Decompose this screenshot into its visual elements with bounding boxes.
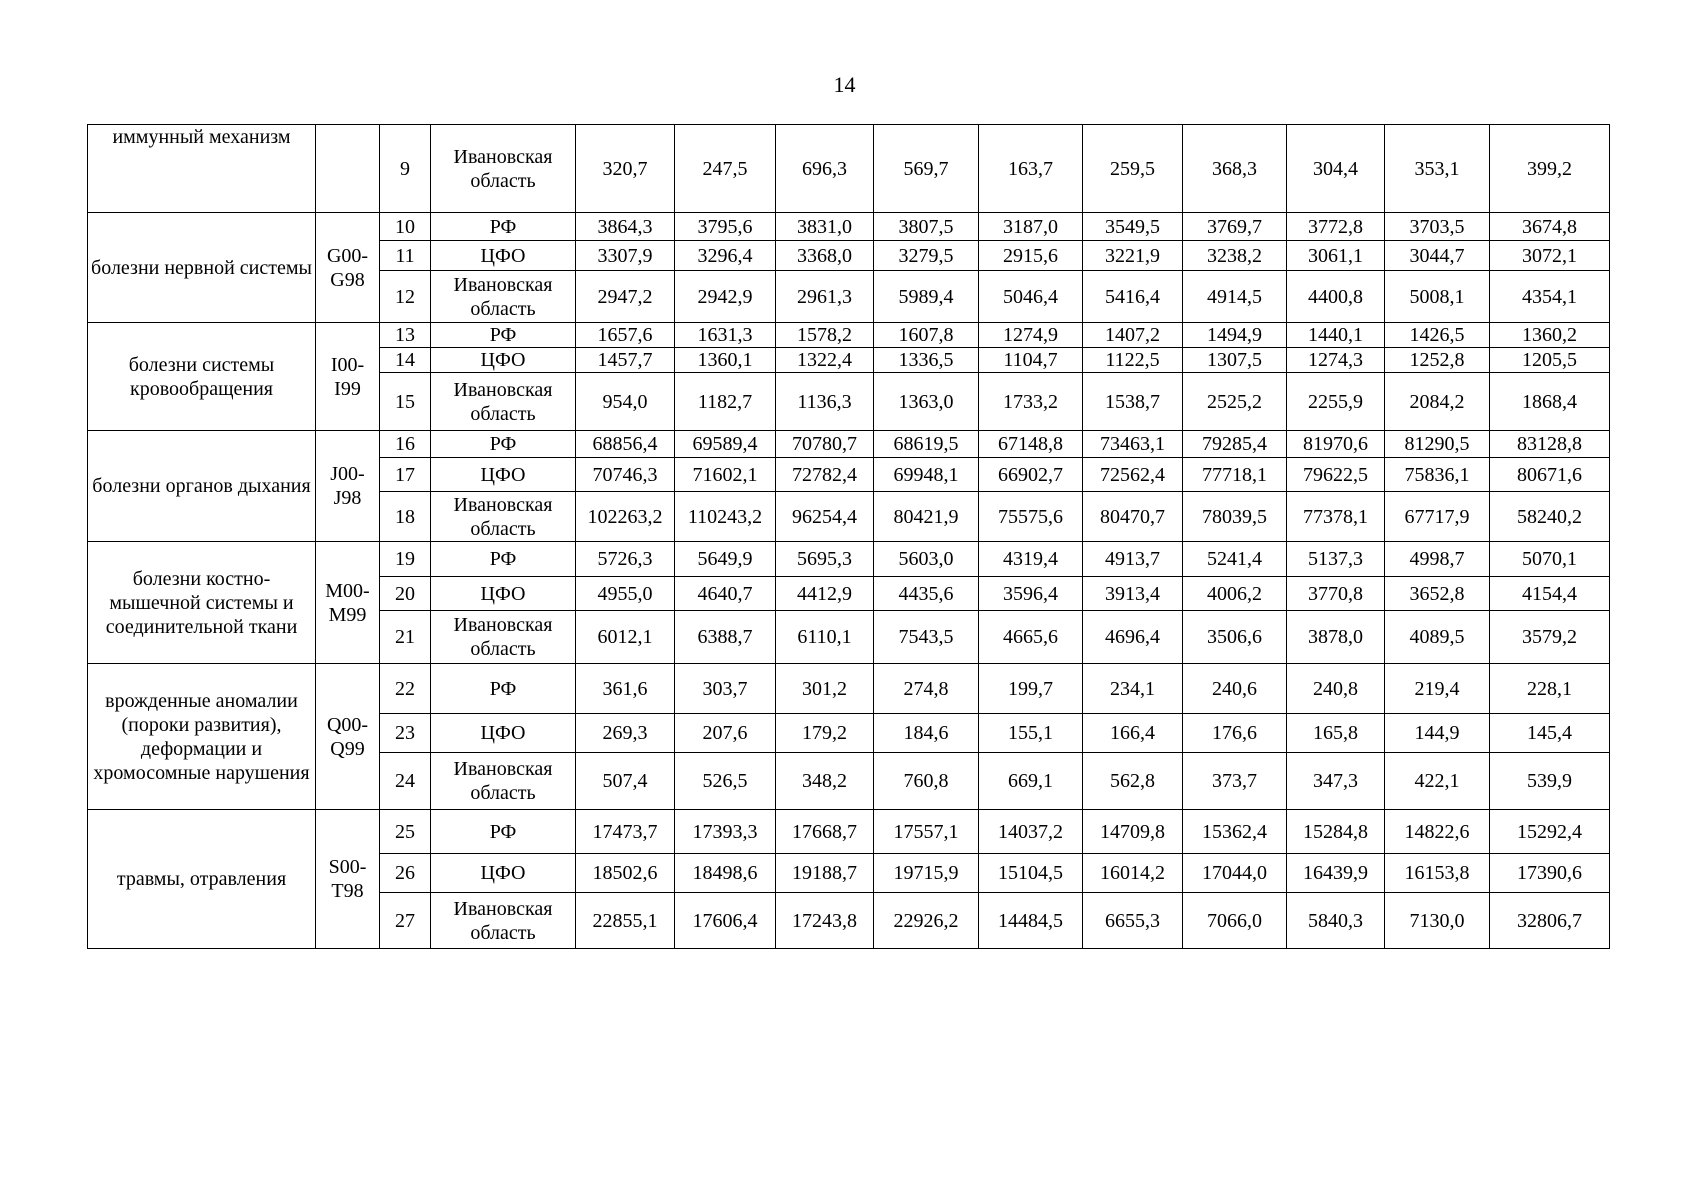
value-cell: 17390,6 xyxy=(1490,854,1610,893)
region-cell: Ивановская область xyxy=(431,125,576,213)
value-cell: 240,8 xyxy=(1287,664,1385,714)
value-cell: 7130,0 xyxy=(1385,893,1490,949)
value-cell: 67148,8 xyxy=(979,431,1083,458)
value-cell: 1182,7 xyxy=(675,373,776,431)
value-cell: 361,6 xyxy=(576,664,675,714)
table-row xyxy=(88,431,1610,458)
value-cell: 16153,8 xyxy=(1385,854,1490,893)
icd-code-cell: Q00-Q99 xyxy=(316,664,380,810)
value-cell: 80421,9 xyxy=(874,492,979,542)
value-cell: 1578,2 xyxy=(776,323,874,348)
value-cell: 303,7 xyxy=(675,664,776,714)
value-cell: 1494,9 xyxy=(1183,323,1287,348)
value-cell: 1252,8 xyxy=(1385,348,1490,373)
value-cell: 15292,4 xyxy=(1490,810,1610,854)
value-cell: 3770,8 xyxy=(1287,577,1385,611)
icd-code-cell: I00-I99 xyxy=(316,323,380,431)
value-cell: 14484,5 xyxy=(979,893,1083,949)
value-cell: 526,5 xyxy=(675,753,776,810)
value-cell: 3279,5 xyxy=(874,241,979,271)
value-cell: 1631,3 xyxy=(675,323,776,348)
value-cell: 18498,6 xyxy=(675,854,776,893)
value-cell: 68619,5 xyxy=(874,431,979,458)
table-row xyxy=(88,664,1610,714)
value-cell: 22855,1 xyxy=(576,893,675,949)
value-cell: 3596,4 xyxy=(979,577,1083,611)
region-cell: ЦФО xyxy=(431,577,576,611)
value-cell: 4640,7 xyxy=(675,577,776,611)
value-cell: 1274,3 xyxy=(1287,348,1385,373)
value-cell: 1322,4 xyxy=(776,348,874,373)
value-cell: 17668,7 xyxy=(776,810,874,854)
value-cell: 219,4 xyxy=(1385,664,1490,714)
page-number-text: 14 xyxy=(833,72,856,97)
value-cell: 3549,5 xyxy=(1083,213,1183,241)
region-cell: Ивановская область xyxy=(431,271,576,323)
value-cell: 5046,4 xyxy=(979,271,1083,323)
value-cell: 6110,1 xyxy=(776,611,874,664)
value-cell: 399,2 xyxy=(1490,125,1610,213)
value-cell: 259,5 xyxy=(1083,125,1183,213)
value-cell: 81970,6 xyxy=(1287,431,1385,458)
value-cell: 247,5 xyxy=(675,125,776,213)
value-cell: 1733,2 xyxy=(979,373,1083,431)
value-cell: 15284,8 xyxy=(1287,810,1385,854)
value-cell: 1657,6 xyxy=(576,323,675,348)
value-cell: 368,3 xyxy=(1183,125,1287,213)
value-cell: 79622,5 xyxy=(1287,458,1385,492)
value-cell: 1607,8 xyxy=(874,323,979,348)
value-cell: 70780,7 xyxy=(776,431,874,458)
region-cell: Ивановская область xyxy=(431,753,576,810)
icd-code-cell: J00-J98 xyxy=(316,431,380,542)
value-cell: 102263,2 xyxy=(576,492,675,542)
value-cell: 3296,4 xyxy=(675,241,776,271)
row-number-cell: 24 xyxy=(380,753,431,810)
region-cell: Ивановская область xyxy=(431,492,576,542)
row-number-cell: 14 xyxy=(380,348,431,373)
value-cell: 19188,7 xyxy=(776,854,874,893)
value-cell: 22926,2 xyxy=(874,893,979,949)
disease-name-cell: болезни костно-мышечной системы и соединительной ткани xyxy=(88,542,316,664)
value-cell: 7066,0 xyxy=(1183,893,1287,949)
value-cell: 16014,2 xyxy=(1083,854,1183,893)
value-cell: 155,1 xyxy=(979,714,1083,753)
value-cell: 373,7 xyxy=(1183,753,1287,810)
value-cell: 3221,9 xyxy=(1083,241,1183,271)
value-cell: 4998,7 xyxy=(1385,542,1490,577)
value-cell: 1205,5 xyxy=(1490,348,1610,373)
value-cell: 3307,9 xyxy=(576,241,675,271)
value-cell: 166,4 xyxy=(1083,714,1183,753)
table-row xyxy=(88,542,1610,577)
value-cell: 3913,4 xyxy=(1083,577,1183,611)
value-cell: 2942,9 xyxy=(675,271,776,323)
region-cell: Ивановская область xyxy=(431,373,576,431)
value-cell: 2525,2 xyxy=(1183,373,1287,431)
value-cell: 4089,5 xyxy=(1385,611,1490,664)
region-cell: РФ xyxy=(431,542,576,577)
value-cell: 6012,1 xyxy=(576,611,675,664)
value-cell: 1407,2 xyxy=(1083,323,1183,348)
value-cell: 96254,4 xyxy=(776,492,874,542)
table-row xyxy=(88,323,1610,348)
value-cell: 422,1 xyxy=(1385,753,1490,810)
value-cell: 81290,5 xyxy=(1385,431,1490,458)
value-cell: 5603,0 xyxy=(874,542,979,577)
value-cell: 5695,3 xyxy=(776,542,874,577)
value-cell: 72782,4 xyxy=(776,458,874,492)
value-cell: 1360,2 xyxy=(1490,323,1610,348)
value-cell: 2915,6 xyxy=(979,241,1083,271)
value-cell: 5649,9 xyxy=(675,542,776,577)
icd-code-cell: S00-T98 xyxy=(316,810,380,949)
value-cell: 75836,1 xyxy=(1385,458,1490,492)
value-cell: 760,8 xyxy=(874,753,979,810)
value-cell: 3579,2 xyxy=(1490,611,1610,664)
value-cell: 14709,8 xyxy=(1083,810,1183,854)
value-cell: 3769,7 xyxy=(1183,213,1287,241)
disease-name-cell: врожденные аномалии (пороки развития), деформации и хромосомные нарушения xyxy=(88,664,316,810)
value-cell: 73463,1 xyxy=(1083,431,1183,458)
value-cell: 69948,1 xyxy=(874,458,979,492)
value-cell: 1136,3 xyxy=(776,373,874,431)
value-cell: 80671,6 xyxy=(1490,458,1610,492)
value-cell: 669,1 xyxy=(979,753,1083,810)
value-cell: 3187,0 xyxy=(979,213,1083,241)
region-cell: РФ xyxy=(431,323,576,348)
value-cell: 5008,1 xyxy=(1385,271,1490,323)
value-cell: 110243,2 xyxy=(675,492,776,542)
value-cell: 4665,6 xyxy=(979,611,1083,664)
value-cell: 2947,2 xyxy=(576,271,675,323)
value-cell: 347,3 xyxy=(1287,753,1385,810)
row-number-cell: 26 xyxy=(380,854,431,893)
row-number-cell: 18 xyxy=(380,492,431,542)
value-cell: 1363,0 xyxy=(874,373,979,431)
region-cell: РФ xyxy=(431,213,576,241)
value-cell: 6388,7 xyxy=(675,611,776,664)
value-cell: 4006,2 xyxy=(1183,577,1287,611)
icd-code-cell xyxy=(316,125,380,213)
value-cell: 199,7 xyxy=(979,664,1083,714)
value-cell: 77378,1 xyxy=(1287,492,1385,542)
row-number-cell: 15 xyxy=(380,373,431,431)
morbidity-table xyxy=(87,124,1610,949)
value-cell: 32806,7 xyxy=(1490,893,1610,949)
value-cell: 1307,5 xyxy=(1183,348,1287,373)
region-cell: Ивановская область xyxy=(431,611,576,664)
value-cell: 17473,7 xyxy=(576,810,675,854)
value-cell: 3831,0 xyxy=(776,213,874,241)
value-cell: 4154,4 xyxy=(1490,577,1610,611)
value-cell: 240,6 xyxy=(1183,664,1287,714)
value-cell: 15362,4 xyxy=(1183,810,1287,854)
value-cell: 1104,7 xyxy=(979,348,1083,373)
value-cell: 68856,4 xyxy=(576,431,675,458)
value-cell: 4319,4 xyxy=(979,542,1083,577)
region-cell: РФ xyxy=(431,810,576,854)
value-cell: 17393,3 xyxy=(675,810,776,854)
page-number xyxy=(0,72,1697,98)
value-cell: 80470,7 xyxy=(1083,492,1183,542)
row-number-cell: 20 xyxy=(380,577,431,611)
value-cell: 75575,6 xyxy=(979,492,1083,542)
value-cell: 304,4 xyxy=(1287,125,1385,213)
value-cell: 3506,6 xyxy=(1183,611,1287,664)
disease-name-cell: иммунный механизм xyxy=(88,125,316,213)
value-cell: 4354,1 xyxy=(1490,271,1610,323)
value-cell: 14822,6 xyxy=(1385,810,1490,854)
value-cell: 507,4 xyxy=(576,753,675,810)
value-cell: 234,1 xyxy=(1083,664,1183,714)
value-cell: 14037,2 xyxy=(979,810,1083,854)
value-cell: 3674,8 xyxy=(1490,213,1610,241)
value-cell: 17044,0 xyxy=(1183,854,1287,893)
value-cell: 348,2 xyxy=(776,753,874,810)
row-number-cell: 17 xyxy=(380,458,431,492)
value-cell: 145,4 xyxy=(1490,714,1610,753)
value-cell: 4914,5 xyxy=(1183,271,1287,323)
region-cell: РФ xyxy=(431,431,576,458)
value-cell: 320,7 xyxy=(576,125,675,213)
value-cell: 69589,4 xyxy=(675,431,776,458)
region-cell: ЦФО xyxy=(431,241,576,271)
value-cell: 301,2 xyxy=(776,664,874,714)
value-cell: 17557,1 xyxy=(874,810,979,854)
icd-code-cell: M00-M99 xyxy=(316,542,380,664)
value-cell: 3044,7 xyxy=(1385,241,1490,271)
value-cell: 3807,5 xyxy=(874,213,979,241)
value-cell: 78039,5 xyxy=(1183,492,1287,542)
value-cell: 228,1 xyxy=(1490,664,1610,714)
value-cell: 1360,1 xyxy=(675,348,776,373)
value-cell: 4400,8 xyxy=(1287,271,1385,323)
disease-name-cell: болезни системы кровообращения xyxy=(88,323,316,431)
value-cell: 2084,2 xyxy=(1385,373,1490,431)
row-number-cell: 22 xyxy=(380,664,431,714)
value-cell: 954,0 xyxy=(576,373,675,431)
value-cell: 1457,7 xyxy=(576,348,675,373)
value-cell: 67717,9 xyxy=(1385,492,1490,542)
value-cell: 4412,9 xyxy=(776,577,874,611)
region-cell: ЦФО xyxy=(431,714,576,753)
value-cell: 539,9 xyxy=(1490,753,1610,810)
row-number-cell: 27 xyxy=(380,893,431,949)
value-cell: 5416,4 xyxy=(1083,271,1183,323)
value-cell: 1336,5 xyxy=(874,348,979,373)
value-cell: 3878,0 xyxy=(1287,611,1385,664)
value-cell: 5989,4 xyxy=(874,271,979,323)
row-number-cell: 11 xyxy=(380,241,431,271)
value-cell: 18502,6 xyxy=(576,854,675,893)
value-cell: 163,7 xyxy=(979,125,1083,213)
region-cell: ЦФО xyxy=(431,348,576,373)
value-cell: 696,3 xyxy=(776,125,874,213)
region-cell: ЦФО xyxy=(431,854,576,893)
value-cell: 1868,4 xyxy=(1490,373,1610,431)
row-number-cell: 19 xyxy=(380,542,431,577)
row-number-cell: 25 xyxy=(380,810,431,854)
disease-name-cell: травмы, отравления xyxy=(88,810,316,949)
table-row xyxy=(88,213,1610,241)
value-cell: 17606,4 xyxy=(675,893,776,949)
region-cell: Ивановская область xyxy=(431,893,576,949)
value-cell: 3368,0 xyxy=(776,241,874,271)
table-body xyxy=(88,125,1610,949)
value-cell: 3795,6 xyxy=(675,213,776,241)
value-cell: 83128,8 xyxy=(1490,431,1610,458)
value-cell: 70746,3 xyxy=(576,458,675,492)
value-cell: 144,9 xyxy=(1385,714,1490,753)
value-cell: 1538,7 xyxy=(1083,373,1183,431)
row-number-cell: 12 xyxy=(380,271,431,323)
value-cell: 3652,8 xyxy=(1385,577,1490,611)
value-cell: 2961,3 xyxy=(776,271,874,323)
disease-name-cell: болезни нервной системы xyxy=(88,213,316,323)
value-cell: 274,8 xyxy=(874,664,979,714)
disease-name-cell: болезни органов дыхания xyxy=(88,431,316,542)
value-cell: 5726,3 xyxy=(576,542,675,577)
value-cell: 353,1 xyxy=(1385,125,1490,213)
row-number-cell: 21 xyxy=(380,611,431,664)
value-cell: 7543,5 xyxy=(874,611,979,664)
value-cell: 1274,9 xyxy=(979,323,1083,348)
value-cell: 4955,0 xyxy=(576,577,675,611)
value-cell: 17243,8 xyxy=(776,893,874,949)
value-cell: 79285,4 xyxy=(1183,431,1287,458)
value-cell: 2255,9 xyxy=(1287,373,1385,431)
value-cell: 1426,5 xyxy=(1385,323,1490,348)
value-cell: 5137,3 xyxy=(1287,542,1385,577)
value-cell: 16439,9 xyxy=(1287,854,1385,893)
row-number-cell: 16 xyxy=(380,431,431,458)
value-cell: 569,7 xyxy=(874,125,979,213)
value-cell: 179,2 xyxy=(776,714,874,753)
value-cell: 66902,7 xyxy=(979,458,1083,492)
value-cell: 71602,1 xyxy=(675,458,776,492)
value-cell: 3238,2 xyxy=(1183,241,1287,271)
value-cell: 72562,4 xyxy=(1083,458,1183,492)
value-cell: 77718,1 xyxy=(1183,458,1287,492)
value-cell: 1440,1 xyxy=(1287,323,1385,348)
table-row xyxy=(88,125,1610,213)
value-cell: 4696,4 xyxy=(1083,611,1183,664)
value-cell: 269,3 xyxy=(576,714,675,753)
row-number-cell: 13 xyxy=(380,323,431,348)
value-cell: 3061,1 xyxy=(1287,241,1385,271)
region-cell: РФ xyxy=(431,664,576,714)
value-cell: 4913,7 xyxy=(1083,542,1183,577)
row-number-cell: 23 xyxy=(380,714,431,753)
value-cell: 6655,3 xyxy=(1083,893,1183,949)
value-cell: 19715,9 xyxy=(874,854,979,893)
value-cell: 207,6 xyxy=(675,714,776,753)
region-cell: ЦФО xyxy=(431,458,576,492)
value-cell: 1122,5 xyxy=(1083,348,1183,373)
row-number-cell: 10 xyxy=(380,213,431,241)
value-cell: 3772,8 xyxy=(1287,213,1385,241)
value-cell: 4435,6 xyxy=(874,577,979,611)
value-cell: 3864,3 xyxy=(576,213,675,241)
value-cell: 165,8 xyxy=(1287,714,1385,753)
value-cell: 15104,5 xyxy=(979,854,1083,893)
icd-code-cell: G00-G98 xyxy=(316,213,380,323)
value-cell: 184,6 xyxy=(874,714,979,753)
value-cell: 3072,1 xyxy=(1490,241,1610,271)
table-row xyxy=(88,810,1610,854)
value-cell: 5241,4 xyxy=(1183,542,1287,577)
value-cell: 3703,5 xyxy=(1385,213,1490,241)
value-cell: 5070,1 xyxy=(1490,542,1610,577)
row-number-cell: 9 xyxy=(380,125,431,213)
value-cell: 176,6 xyxy=(1183,714,1287,753)
value-cell: 5840,3 xyxy=(1287,893,1385,949)
value-cell: 562,8 xyxy=(1083,753,1183,810)
value-cell: 58240,2 xyxy=(1490,492,1610,542)
